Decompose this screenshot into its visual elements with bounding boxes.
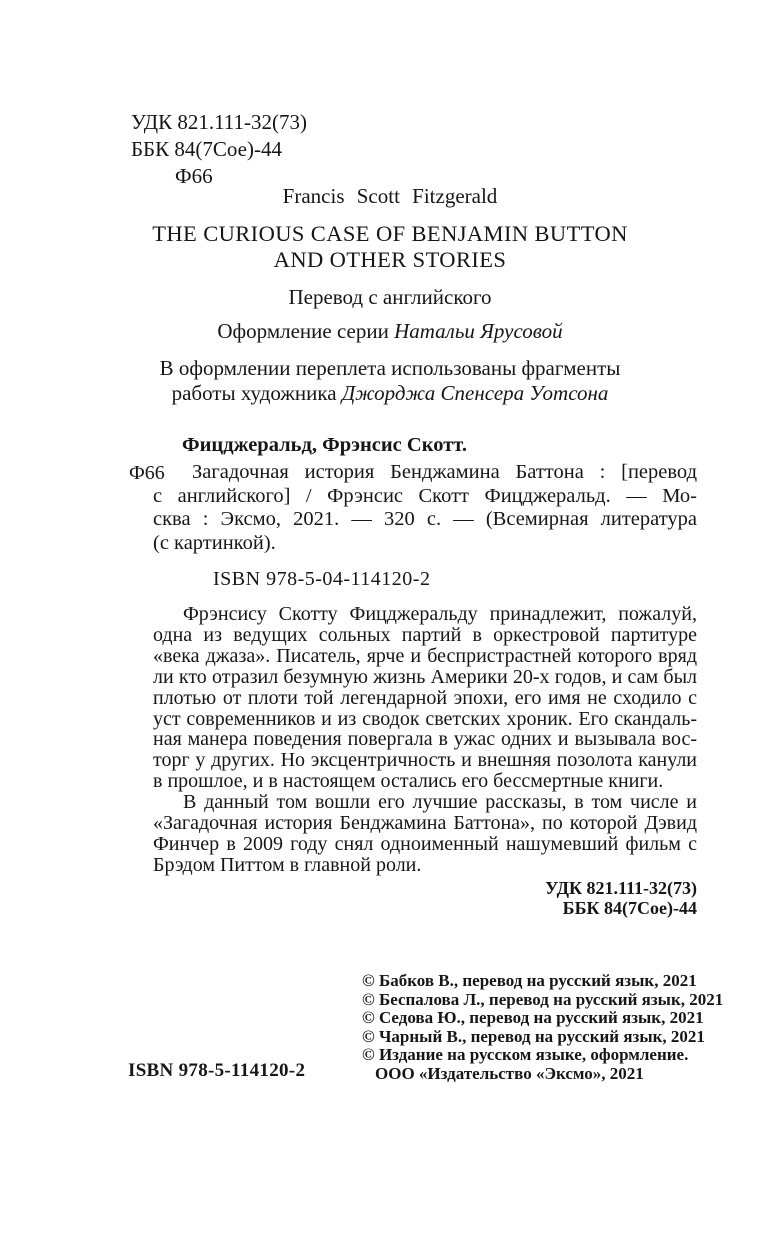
copyright-line-publisher: ООО «Издательство «Эксмо», 2021 [375, 1063, 644, 1083]
catalog-card-line: с английского] / Фрэнсис Скотт Фицджеральд. — Мо- [153, 484, 697, 507]
catalog-card-line: (с картинкой). [153, 531, 276, 554]
catalog-card-line: Загадочная история Бенджамина Баттона : [перевод [192, 461, 697, 483]
title-line-2: AND OTHER STORIES [273, 247, 507, 272]
copyright-line-translator: © Беспалова Л., перевод на русский язык, 2021 [362, 989, 724, 1009]
annotation-line: «Загадочная история Бенджамина Баттона», по которой Дэвид [153, 812, 697, 835]
cover-credit-line-2 [12, 381, 768, 406]
translation-note: Перевод с английского [288, 285, 492, 309]
udk-code-bottom: УДК 821.111-32(73) [545, 878, 697, 898]
copyright-block [362, 972, 723, 1084]
top-classification-block [131, 109, 307, 190]
cover-credit-line-1: В оформлении переплета использованы фрагменты [159, 356, 621, 380]
author-name-latin: Francis Scott Fitzgerald [282, 184, 498, 208]
author-sign-code: Ф66 [175, 164, 213, 188]
catalog-card-code: Ф66 [129, 462, 165, 484]
bbk-code-bottom: ББК 84(7Сое)-44 [562, 897, 697, 918]
isbn-bottom: ISBN 978-5-114120-2 [128, 1060, 306, 1081]
bbk-code: ББК 84(7Сое)-44 [131, 137, 282, 161]
bottom-classification-block [153, 879, 697, 918]
copyright-line-edition: © Издание на русском языке, оформление. [362, 1045, 689, 1065]
annotation-line: «века джаза». Писатель, ярче и беспристрастней которого вряд [153, 644, 697, 667]
annotation-line: Фрэнсису Скотту Фицджеральду принадлежит, пожалуй, [183, 603, 697, 625]
annotation-line: Брэдом Питтом в главной роли. [153, 853, 422, 876]
copyright-line-translator: © Седова Ю., перевод на русский язык, 2021 [362, 1008, 704, 1028]
annotation-line: в прошлое, и в настоящем остались его бессмертные книги. [153, 770, 664, 793]
book-title-english [0, 221, 768, 273]
udk-code: УДК 821.111-32(73) [131, 110, 307, 134]
cover-art-credit [0, 356, 768, 406]
cover-artist-name: Джорджа Спенсера Уотсона [341, 381, 609, 405]
catalog-card-line: сква : Эксмо, 2021. — 320 с. — (Всемирная литература [153, 508, 697, 531]
catalog-card-author: Фицджеральд, Фрэнсис Скотт. [182, 434, 467, 456]
title-line-1: THE CURIOUS CASE OF BENJAMIN BUTTON [152, 221, 628, 246]
annotation-line: ли кто отразил безумную жизнь Америки 20-х годов, и сам был [153, 665, 697, 688]
copyright-line-translator: © Чарный В., перевод на русский язык, 2021 [362, 1026, 705, 1046]
annotation-line: уст современников и из сводок светских хроник. Его скандаль- [153, 707, 697, 730]
series-design-credit [0, 319, 768, 344]
catalog-card-description [153, 461, 697, 555]
copyright-line-translator: © Бабков В., перевод на русский язык, 2021 [362, 971, 697, 990]
annotation-line: Финчер в 2009 году снял одноименный нашумевший фильм с [153, 832, 697, 855]
annotation-line: одна из ведущих сольных партий в оркестровой партитуре [153, 623, 697, 646]
series-design-prefix: Оформление серии [217, 319, 389, 343]
annotation-line: плотью от плоти той легендарной эпохи, его имя не сходило с [153, 686, 697, 709]
isbn-main: ISBN 978-5-04-114120-2 [213, 568, 431, 590]
series-designer-name: Натальи Ярусовой [394, 319, 563, 343]
annotation-line: В данный том вошли его лучшие рассказы, в том числе и [183, 791, 697, 814]
cover-credit-prefix: работы художника [171, 381, 337, 405]
annotation-line: торг у других. Но эксцентричность и внешняя позолота канули [153, 749, 697, 772]
annotation-line: ная манера поведения повергала в ужас одних и вызывала вос- [153, 728, 697, 751]
annotation-text [153, 604, 697, 876]
